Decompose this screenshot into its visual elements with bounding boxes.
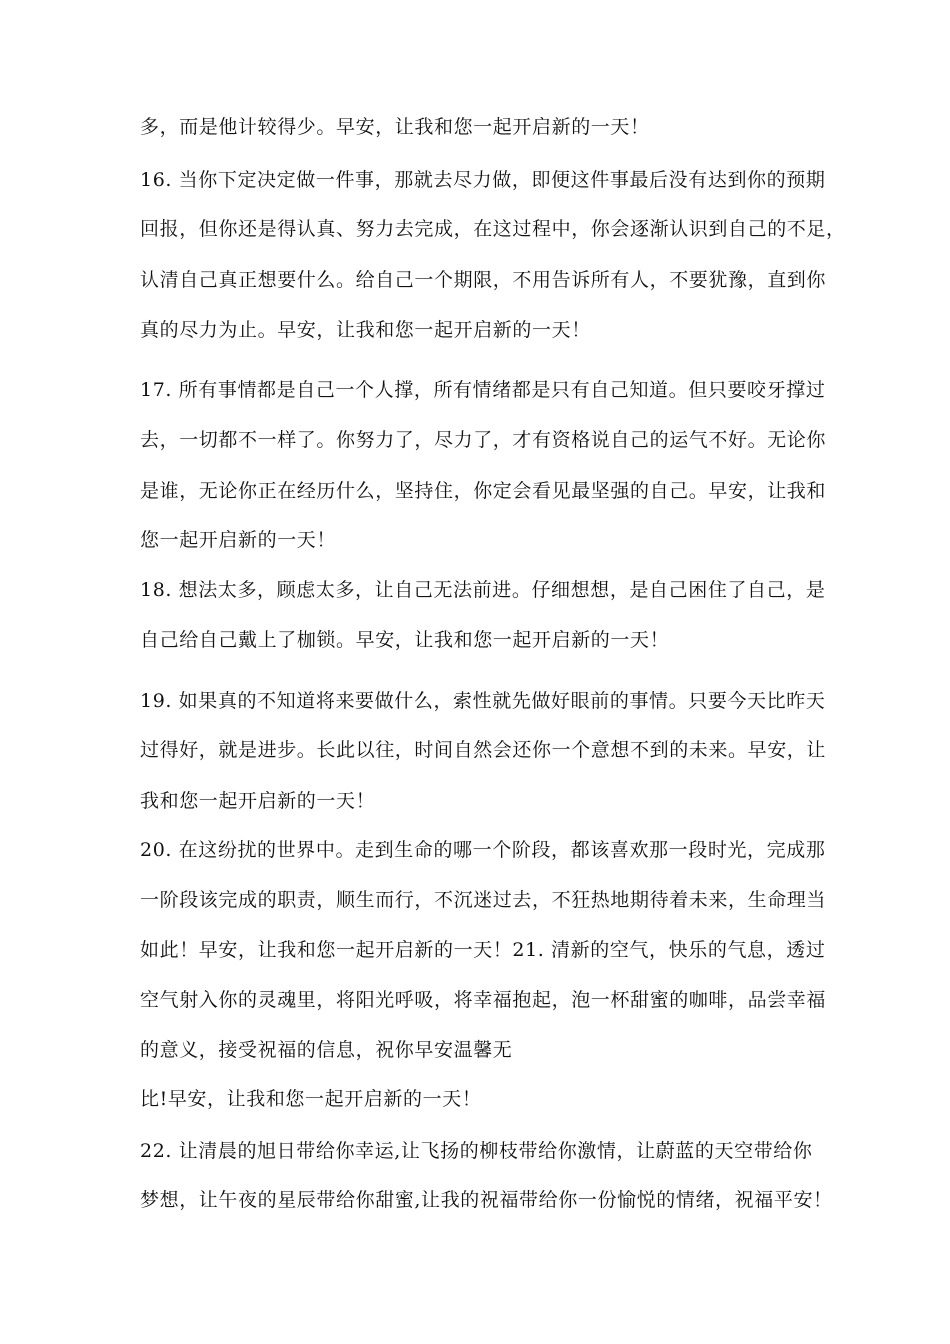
text-line: 回报，但你还是得认真、努力去完成，在这过程中，你会逐渐认识到自己的不足， [140,218,846,240]
text-line: 自己给自己戴上了枷锁。早安，让我和您一起开启新的一天！ [140,629,670,651]
text-line: 22. 让清晨的旭日带给你幸运,让飞扬的柳枝带给你激情，让蔚蓝的天空带给你 [140,1140,813,1162]
text-line: 18. 想法太多，顾虑太多，让自己无法前进。仔细想想，是自己困住了自己，是 [140,579,826,601]
text-line: 去，一切都不一样了。你努力了，尽力了，才有资格说自己的运气不好。无论你 [140,429,827,451]
text-line: 多，而是他计较得少。早安，让我和您一起开启新的一天！ [140,116,650,138]
text-line: 认清自己真正想要什么。给自己一个期限，不用告诉所有人，不要犹豫，直到你 [140,269,827,291]
text-line: 20. 在这纷扰的世界中。走到生命的哪一个阶段，都该喜欢那一段时光，完成那 [140,839,826,861]
text-line: 一阶段该完成的职责，顺生而行，不沉迷过去，不狂热地期待着未来，生命理当 [140,889,827,911]
text-line: 空气射入你的灵魂里，将阳光呼吸，将幸福抱起，泡一杯甜蜜的咖啡，品尝幸福 [140,989,827,1011]
text-line: 比!早安，让我和您一起开启新的一天！ [140,1088,482,1110]
text-line: 19. 如果真的不知道将来要做什么，索性就先做好眼前的事情。只要今天比昨天 [140,690,826,712]
text-line: 过得好，就是进步。长此以往，时间自然会还你一个意想不到的未来。早安，让 [140,739,827,761]
text-line: 的意义，接受祝福的信息，祝你早安温馨无 [140,1039,513,1061]
text-line: 是谁，无论你正在经历什么，坚持住，你定会看见最坚强的自己。早安，让我和 [140,480,827,502]
text-line: 16. 当你下定决定做一件事，那就去尽力做，即便这件事最后没有达到你的预期 [140,169,826,191]
text-line: 如此！早安，让我和您一起开启新的一天！21. 清新的空气，快乐的气息，透过 [140,939,826,961]
text-line: 梦想，让午夜的星辰带给你甜蜜,让我的祝福带给你一份愉悦的情绪，祝福平安！ [140,1189,833,1211]
text-line: 我和您一起开启新的一天！ [140,790,376,812]
text-line: 真的尽力为止。早安，让我和您一起开启新的一天！ [140,319,591,341]
text-line: 17. 所有事情都是自己一个人撑，所有情绪都是只有自己知道。但只要咬牙撑过 [140,379,826,401]
text-line: 您一起开启新的一天！ [140,529,337,551]
